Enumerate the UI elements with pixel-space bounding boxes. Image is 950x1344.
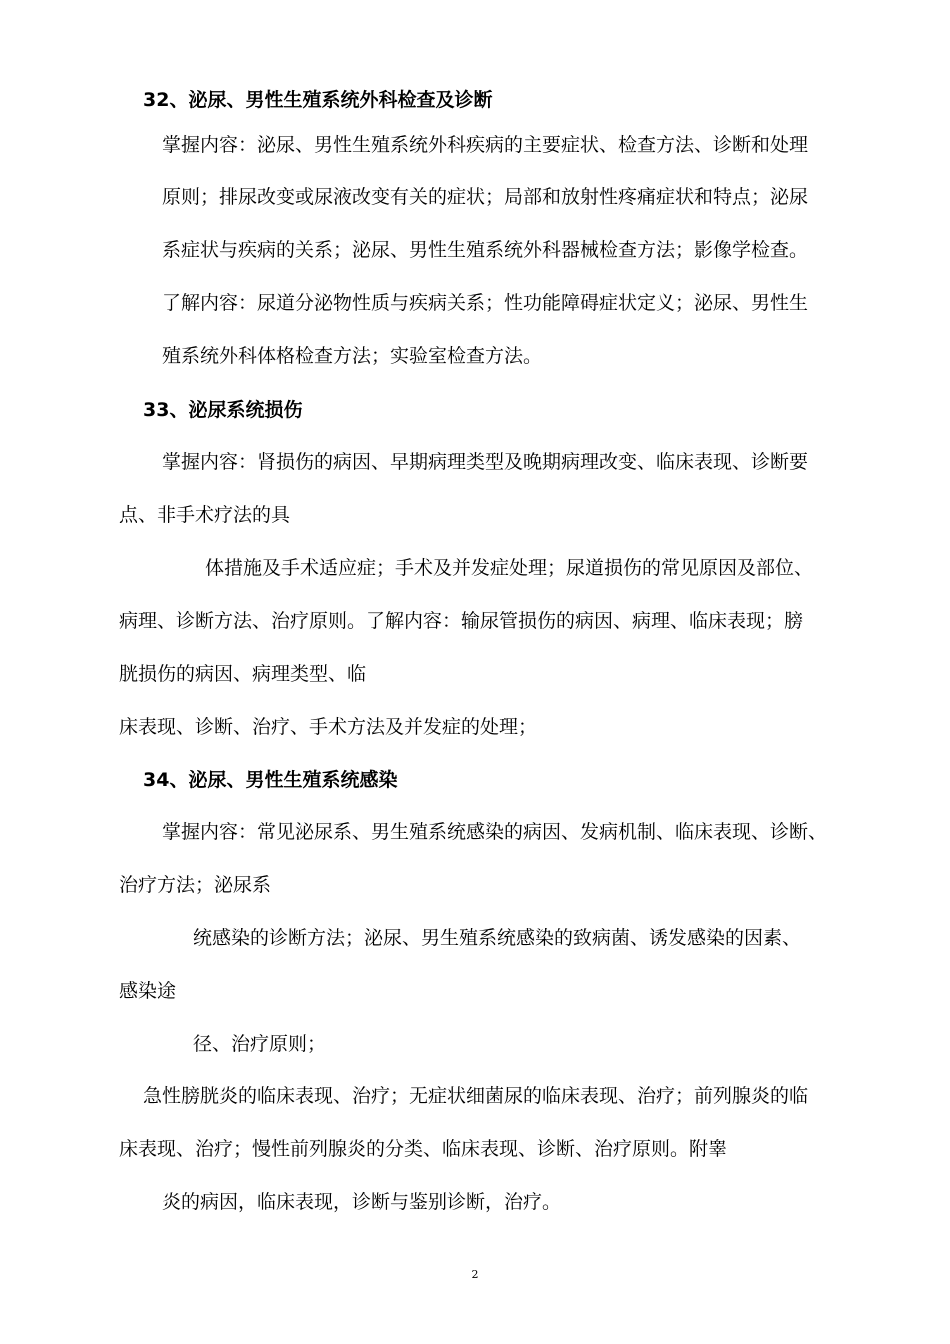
paragraph-line: 原则；排尿改变或尿液改变有关的症状；局部和放射性疼痛症状和特点；泌尿	[162, 186, 809, 208]
paragraph-line: 体措施及手术适应症；手术及并发症处理；尿道损伤的常见原因及部位、	[205, 557, 814, 579]
paragraph-line: 掌握内容：肾损伤的病因、早期病理类型及晚期病理改变、临床表现、诊断要	[162, 451, 809, 473]
paragraph-line: 胱损伤的病因、病理类型、临	[119, 663, 367, 685]
page-number: 2	[471, 1268, 479, 1281]
paragraph-line: 床表现、诊断、治疗、手术方法及并发症的处理；	[119, 716, 538, 738]
paragraph-line: 治疗方法；泌尿系	[119, 874, 272, 896]
section-heading: 34、泌尿、男性生殖系统感染	[143, 769, 398, 791]
paragraph-line: 统感染的诊断方法；泌尿、男生殖系统感染的致病菌、诱发感染的因素、	[193, 927, 802, 949]
paragraph-line: 炎的病因，临床表现，诊断与鉴别诊断，治疗。	[162, 1191, 562, 1213]
paragraph-line: 病理、诊断方法、治疗原则。了解内容：输尿管损伤的病因、病理、临床表现；膀	[119, 610, 804, 632]
paragraph-line: 感染途	[119, 980, 177, 1002]
paragraph-line: 掌握内容：常见泌尿系、男生殖系统感染的病因、发病机制、临床表现、诊断、	[162, 821, 828, 843]
paragraph-line: 了解内容：尿道分泌物性质与疾病关系；性功能障碍症状定义；泌尿、男性生	[162, 292, 809, 314]
paragraph-line: 床表现、治疗；慢性前列腺炎的分类、临床表现、诊断、治疗原则。附睾	[119, 1138, 728, 1160]
paragraph-line: 殖系统外科体格检查方法；实验室检查方法。	[162, 345, 543, 367]
section-heading: 33、泌尿系统损伤	[143, 399, 303, 421]
paragraph-line: 急性膀胱炎的临床表现、治疗；无症状细菌尿的临床表现、治疗；前列腺炎的临	[143, 1085, 809, 1107]
section-heading: 32、泌尿、男性生殖系统外科检查及诊断	[143, 89, 493, 111]
paragraph-line: 径、治疗原则；	[193, 1033, 327, 1055]
paragraph-line: 系症状与疾病的关系；泌尿、男性生殖系统外科器械检查方法；影像学检查。	[162, 239, 809, 261]
paragraph-line: 掌握内容：泌尿、男性生殖系统外科疾病的主要症状、检查方法、诊断和处理	[162, 134, 809, 156]
paragraph-line: 点、非手术疗法的具	[119, 504, 291, 526]
